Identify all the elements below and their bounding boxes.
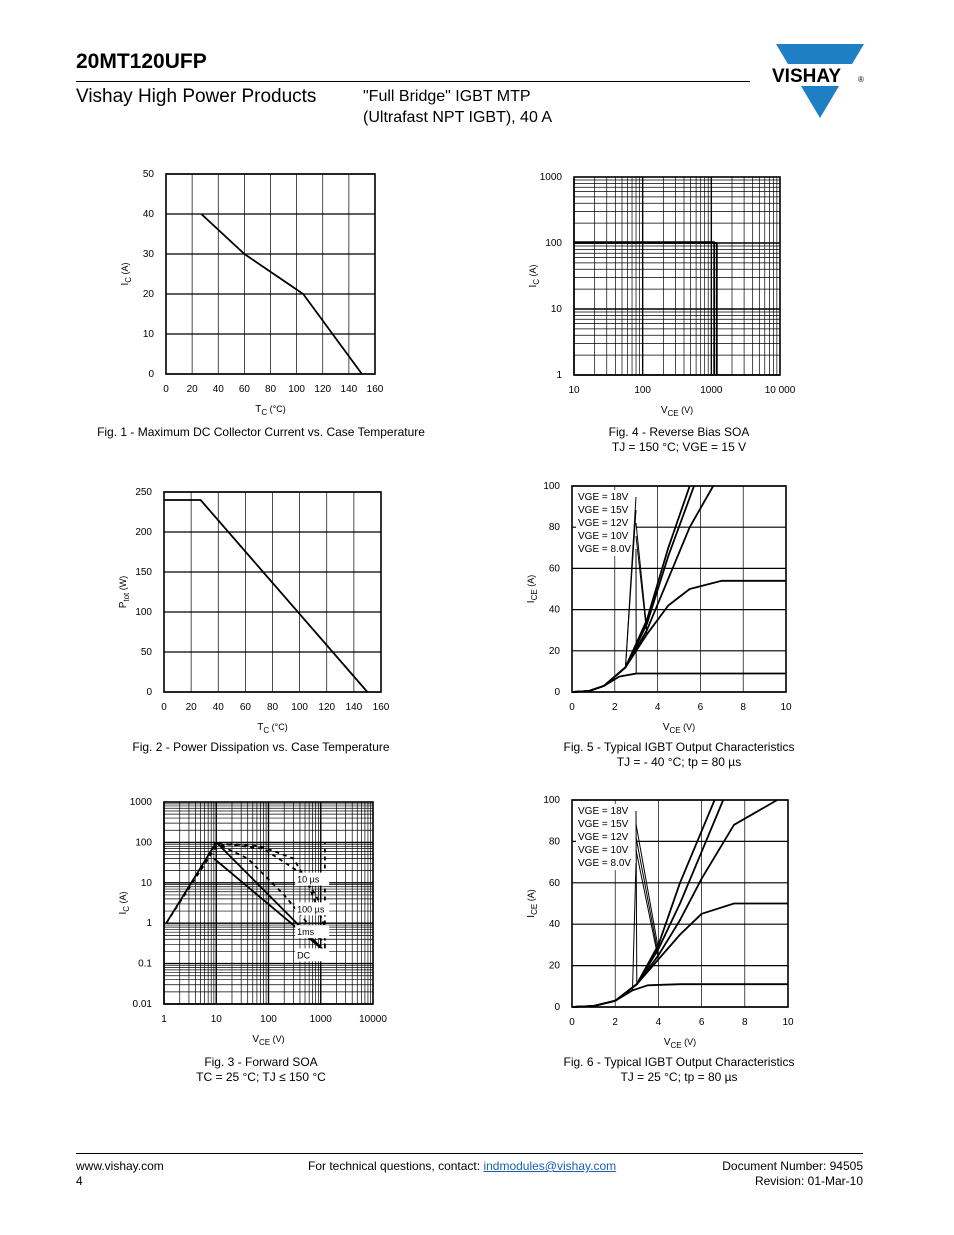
fig1-x-tick-label: 40 [212,384,224,395]
fig3-annotation-4: DC [297,950,311,961]
fig2-y-tick-label: 100 [135,607,152,618]
footer-revision: Revision: 01-Mar-10 [754,1174,863,1188]
fig4-chart [510,165,830,420]
fig2-y-tick-label: 200 [135,527,152,538]
fig4-x-tick-label: 10 000 [764,385,796,396]
fig2-y-tick-label: 250 [135,487,152,498]
fig1-x-tick-label: 20 [186,384,198,395]
fig4-y-tick-label: 1000 [539,172,562,183]
footer-left [76,1159,164,1189]
fig6-caption [494,1055,864,1085]
fig5-legend-entry-2: VGE = 15V [578,505,629,516]
fig4-y-tick-label: 10 [550,304,562,315]
fig5-legend-entry-3: VGE = 12V [578,518,629,529]
logo-text: VISHAY [772,66,841,87]
fig4-caption-line-1: Fig. 4 - Reverse Bias SOA [608,425,750,439]
fig6-legend-leader-2 [636,824,658,949]
fig1-x-tick-label: 60 [238,384,250,395]
fig6-x-tick-label: 0 [569,1017,575,1028]
fig4-grid [574,177,780,375]
part-number: 20MT120UFP [76,50,207,73]
vishay-logo [768,44,866,120]
fig6-y-tick-label: 20 [548,960,560,972]
fig3-chart [100,790,420,1050]
footer-document-number: Document Number: 94505 [722,1159,863,1173]
fig6-legend-entry-2: VGE = 15V [578,819,629,830]
footer-page-number: 4 [76,1174,83,1188]
fig5-legend-entry-5: VGE = 8.0V [578,544,632,555]
fig5-x-tick-label: 2 [612,702,618,713]
fig2-x-tick-label: 40 [212,702,224,713]
fig3-x-tick-label: 1 [161,1014,167,1025]
fig5-caption-line-1: Fig. 5 - Typical IGBT Output Characteristics [563,740,795,754]
fig6-legend-entry-5: VGE = 8.0V [578,858,632,869]
fig1-caption-line-1: Fig. 1 - Maximum DC Collector Current vs. Case Temperature [97,425,425,439]
fig3-y-tick-label: 0.1 [138,958,152,970]
fig2-caption [76,740,446,755]
fig3-annotation-2: 100 µs [297,904,325,915]
fig4-x-axis-label: $V_{CE}$ (V) [660,405,694,418]
fig3-y-tick-label: 10 [140,877,152,889]
fig2-x-tick-label: 0 [161,702,167,713]
fig1-y-tick-label: 20 [142,289,154,300]
fig5-x-tick-label: 8 [740,702,746,713]
fig6-legend-entry-4: VGE = 10V [578,845,629,856]
fig3-caption [76,1055,446,1085]
fig5-y-tick-label: 80 [548,522,560,534]
fig2-grid [164,492,381,692]
fig6-series-5-line [572,984,788,1007]
fig4-y-tick-label: 100 [545,238,562,249]
fig2-y-tick-label: 50 [140,647,152,658]
fig4-y-tick-label: 1 [556,370,562,381]
fig5-legend-entry-1: VGE = 18V [578,492,629,503]
fig1-x-axis-label: $T_C$ (°C) [255,404,286,417]
fig3-x-tick-label: 1000 [309,1014,332,1025]
fig3-grid [164,802,373,1004]
fig2-y-tick-label: 150 [135,567,152,578]
product-description [363,86,552,128]
fig5-y-tick-label: 0 [554,687,560,698]
fig4-plot-frame [574,177,780,375]
footer-contact-email-link[interactable]: indmodules@vishay.com [483,1159,617,1173]
fig1-grid [166,174,375,374]
description-line-1: "Full Bridge" IGBT MTP [363,88,531,105]
fig2-y-axis-label: $P_{tot}$ (W) [118,575,131,609]
fig1-y-axis-label: $I_C$ (A) [120,262,133,286]
footer-contact [308,1159,616,1174]
fig5-legend-entry-4: VGE = 10V [578,531,629,542]
fig3-caption-line-1: Fig. 3 - Forward SOA [204,1055,318,1069]
fig2-x-tick-label: 140 [345,702,363,713]
fig6-legend-leader-4 [636,850,658,959]
fig6-legend-leader-5 [632,863,636,990]
fig2-x-axis-label: $T_C$ (°C) [257,722,288,735]
fig1-y-tick-label: 40 [142,209,154,220]
fig4-x-tick-label: 1000 [700,385,723,396]
footer-rule [76,1153,863,1154]
fig6-y-tick-label: 100 [543,795,560,806]
fig5-chart [510,472,830,740]
fig5-legend-leader-3 [636,523,647,630]
fig2-x-tick-label: 100 [291,702,308,713]
fig3-annotation-1: 10 µs [297,874,320,885]
fig2-x-tick-label: 60 [239,702,251,713]
fig4-caption [494,425,864,455]
fig6-caption-line-1: Fig. 6 - Typical IGBT Output Characteristics [563,1055,795,1069]
fig1-y-tick-label: 0 [148,369,154,380]
brand-line: Vishay High Power Products [76,86,317,107]
fig5-x-tick-label: 4 [654,702,661,713]
fig3-y-tick-label: 1 [146,918,152,930]
fig1-chart [100,160,420,420]
fig6-legend-leader-3 [636,837,658,955]
fig5-series-5-line [572,674,786,693]
fig6-y-axis-label: $I_{CE}$ (A) [526,889,539,918]
fig3-annotation-3: 1ms [297,927,315,938]
fig4-x-tick-label: 10 [568,385,580,396]
fig6-x-tick-label: 8 [742,1017,748,1028]
fig3-x-tick-label: 100 [260,1014,277,1025]
fig4-y-axis-label: $I_C$ (A) [528,264,541,288]
fig6-legend-entry-3: VGE = 12V [578,832,629,843]
fig3-y-tick-label: 0.01 [132,999,152,1010]
fig1-x-tick-label: 0 [163,384,169,395]
fig5-y-tick-label: 100 [543,481,560,492]
fig5-x-tick-label: 6 [697,702,704,713]
fig5-x-tick-label: 0 [569,702,575,713]
fig5-y-tick-label: 60 [548,563,560,575]
fig3-x-tick-label: 10000 [359,1014,387,1025]
fig1-caption [76,425,446,440]
fig5-y-tick-label: 40 [548,604,560,616]
fig2-caption-line-1: Fig. 2 - Power Dissipation vs. Case Temperature [132,740,390,754]
fig2-x-tick-label: 120 [318,702,336,713]
fig5-series-4-line [572,581,786,692]
fig3-x-tick-label: 10 [210,1014,222,1025]
fig6-x-tick-label: 4 [655,1017,662,1028]
fig6-x-tick-label: 10 [782,1017,794,1028]
fig5-x-tick-label: 10 [780,702,792,713]
footer-contact-prefix: For technical questions, contact: [308,1159,484,1173]
footer-website: www.vishay.com [76,1159,164,1173]
fig3-y-tick-label: 100 [135,837,152,849]
fig1-y-tick-label: 30 [142,249,154,260]
fig3-x-axis-label: $V_{CE}$ (V) [252,1034,285,1047]
fig2-series-1-line [164,500,367,692]
fig1-y-tick-label: 10 [142,329,154,340]
fig3-y-axis-label: $I_C$ (A) [118,891,131,915]
fig2-x-tick-label: 160 [372,702,390,713]
fig5-caption [494,740,864,770]
fig6-caption-line-2: TJ = 25 °C; tp = 80 µs [620,1070,738,1084]
fig4-caption-line-2: TJ = 150 °C; VGE = 15 V [611,440,747,454]
fig5-x-axis-label: $V_{CE}$ (V) [662,722,696,735]
fig6-x-axis-label: $V_{CE}$ (V) [663,1037,697,1050]
fig1-x-tick-label: 140 [340,384,358,395]
fig6-legend-entry-1: VGE = 18V [578,806,629,817]
fig1-x-tick-label: 80 [264,384,277,395]
fig4-x-tick-label: 100 [634,385,652,396]
description-line-2: (Ultrafast NPT IGBT), 40 A [363,109,553,126]
fig6-y-tick-label: 40 [548,919,560,931]
header-rule [76,81,750,82]
fig1-x-tick-label: 100 [288,384,305,395]
fig6-y-tick-label: 80 [548,836,560,848]
fig1-x-tick-label: 120 [314,384,332,395]
fig1-y-tick-label: 50 [142,169,154,180]
fig2-x-tick-label: 20 [185,702,197,713]
fig5-y-tick-label: 20 [548,645,560,657]
fig6-y-tick-label: 60 [548,877,560,889]
fig2-chart [100,472,420,740]
fig5-caption-line-2: TJ = - 40 °C; tp = 80 µs [616,755,742,769]
fig5-y-axis-label: $I_{CE}$ (A) [526,574,539,604]
fig2-y-tick-label: 0 [146,687,152,698]
fig6-x-tick-label: 2 [612,1017,618,1028]
fig5-legend-leader-4 [636,536,647,634]
footer-right [663,1159,863,1189]
fig2-x-tick-label: 80 [266,702,279,713]
fig3-y-tick-label: 1000 [129,797,152,808]
fig6-y-tick-label: 0 [554,1002,560,1013]
fig6-chart [510,786,830,1050]
fig3-caption-line-2: TC = 25 °C; TJ ≤ 150 °C [196,1070,326,1084]
fig6-x-tick-label: 6 [698,1017,705,1028]
fig1-x-tick-label: 160 [366,384,384,395]
logo-registered-mark: ® [858,75,864,84]
